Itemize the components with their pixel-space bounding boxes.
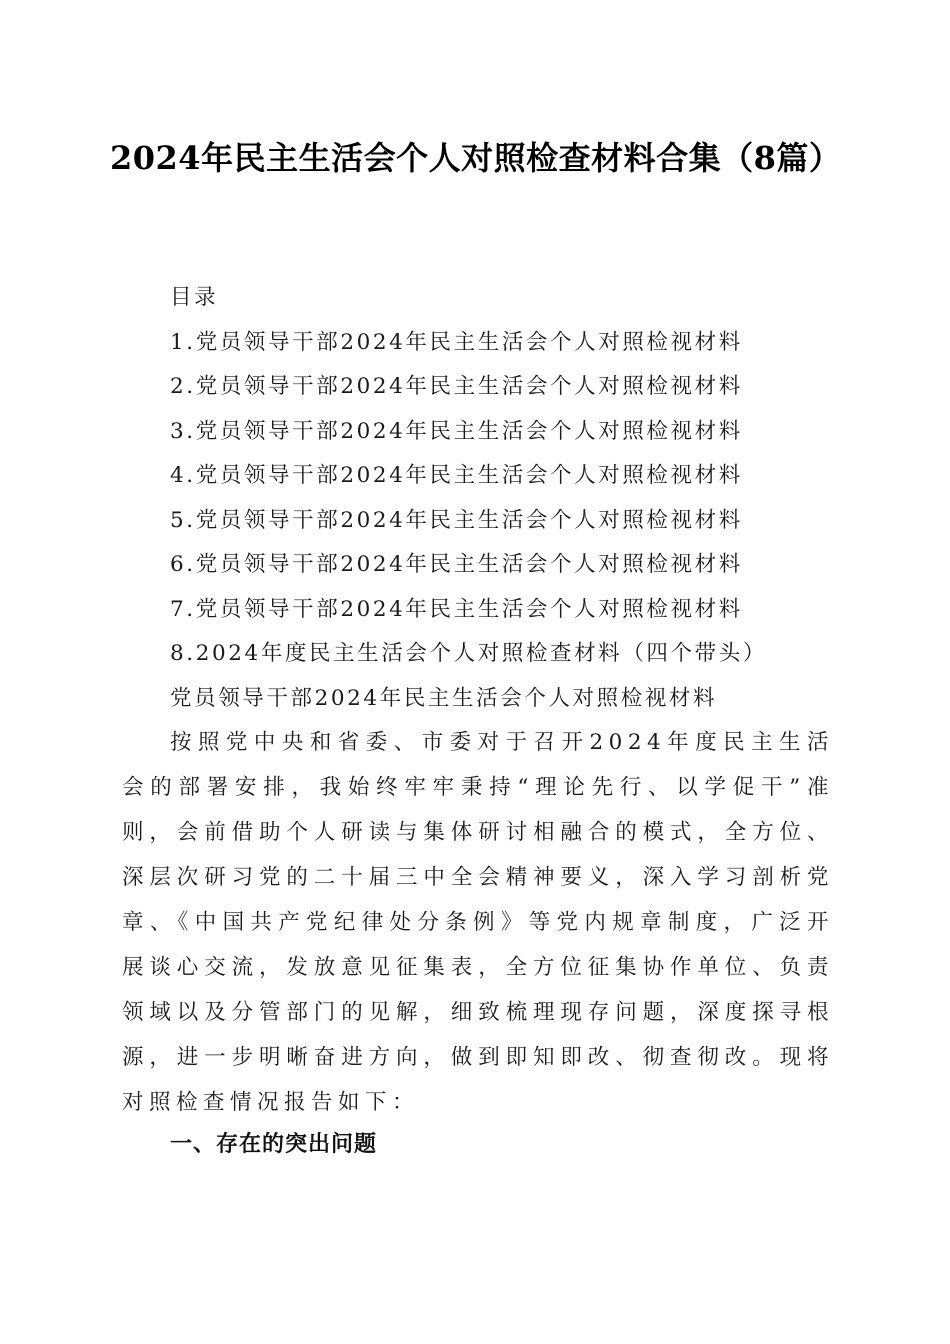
toc-item: 4.党员领导干部2024年民主生活会个人对照检视材料 — [170, 463, 743, 488]
toc-item: 2.党员领导干部2024年民主生活会个人对照检视材料 — [170, 374, 743, 399]
table-of-contents — [170, 283, 850, 728]
toc-item: 1.党员领导干部2024年民主生活会个人对照检视材料 — [170, 329, 743, 355]
toc-item: 6.党员领导干部2024年民主生活会个人对照检视材料 — [170, 552, 743, 577]
document-title: 2024年民主生活会个人对照检查材料合集（8篇） — [110, 139, 842, 177]
toc-heading: 目录 — [170, 285, 219, 310]
intro-paragraph: 按照党中央和省委、市委对于召开2024年度民主生活会的部署安排，我始终牢牢秉持“理论先行、以学促干”准则，会前借助个人研读与集体研讨相融合的模式，全方位、深层次研习党的二十届三中全会精神要义，深入学习剖析党章、《中国共产党纪律处分条例》等党内规章制度，广泛开展谈心交流，发放意见征集表，全方位征集协作单位、负责领域以及分管部门的见解，细致梳理现存问题，深度探寻根源，进一步明晰奋进方向，做到即知即改、彻查彻改。现将对照检查情况报告如下： — [122, 730, 834, 1115]
article-title: 党员领导干部2024年民主生活会个人对照检视材料 — [170, 685, 718, 711]
toc-item: 3.党员领导干部2024年民主生活会个人对照检视材料 — [170, 418, 743, 444]
toc-item: 8.2024年度民主生活会个人对照检查材料（四个带头） — [170, 641, 767, 666]
section-heading: 一、存在的突出问题 — [170, 1132, 378, 1157]
toc-item: 7.党员领导干部2024年民主生活会个人对照检视材料 — [170, 596, 743, 622]
toc-item: 5.党员领导干部2024年民主生活会个人对照检视材料 — [170, 507, 743, 533]
